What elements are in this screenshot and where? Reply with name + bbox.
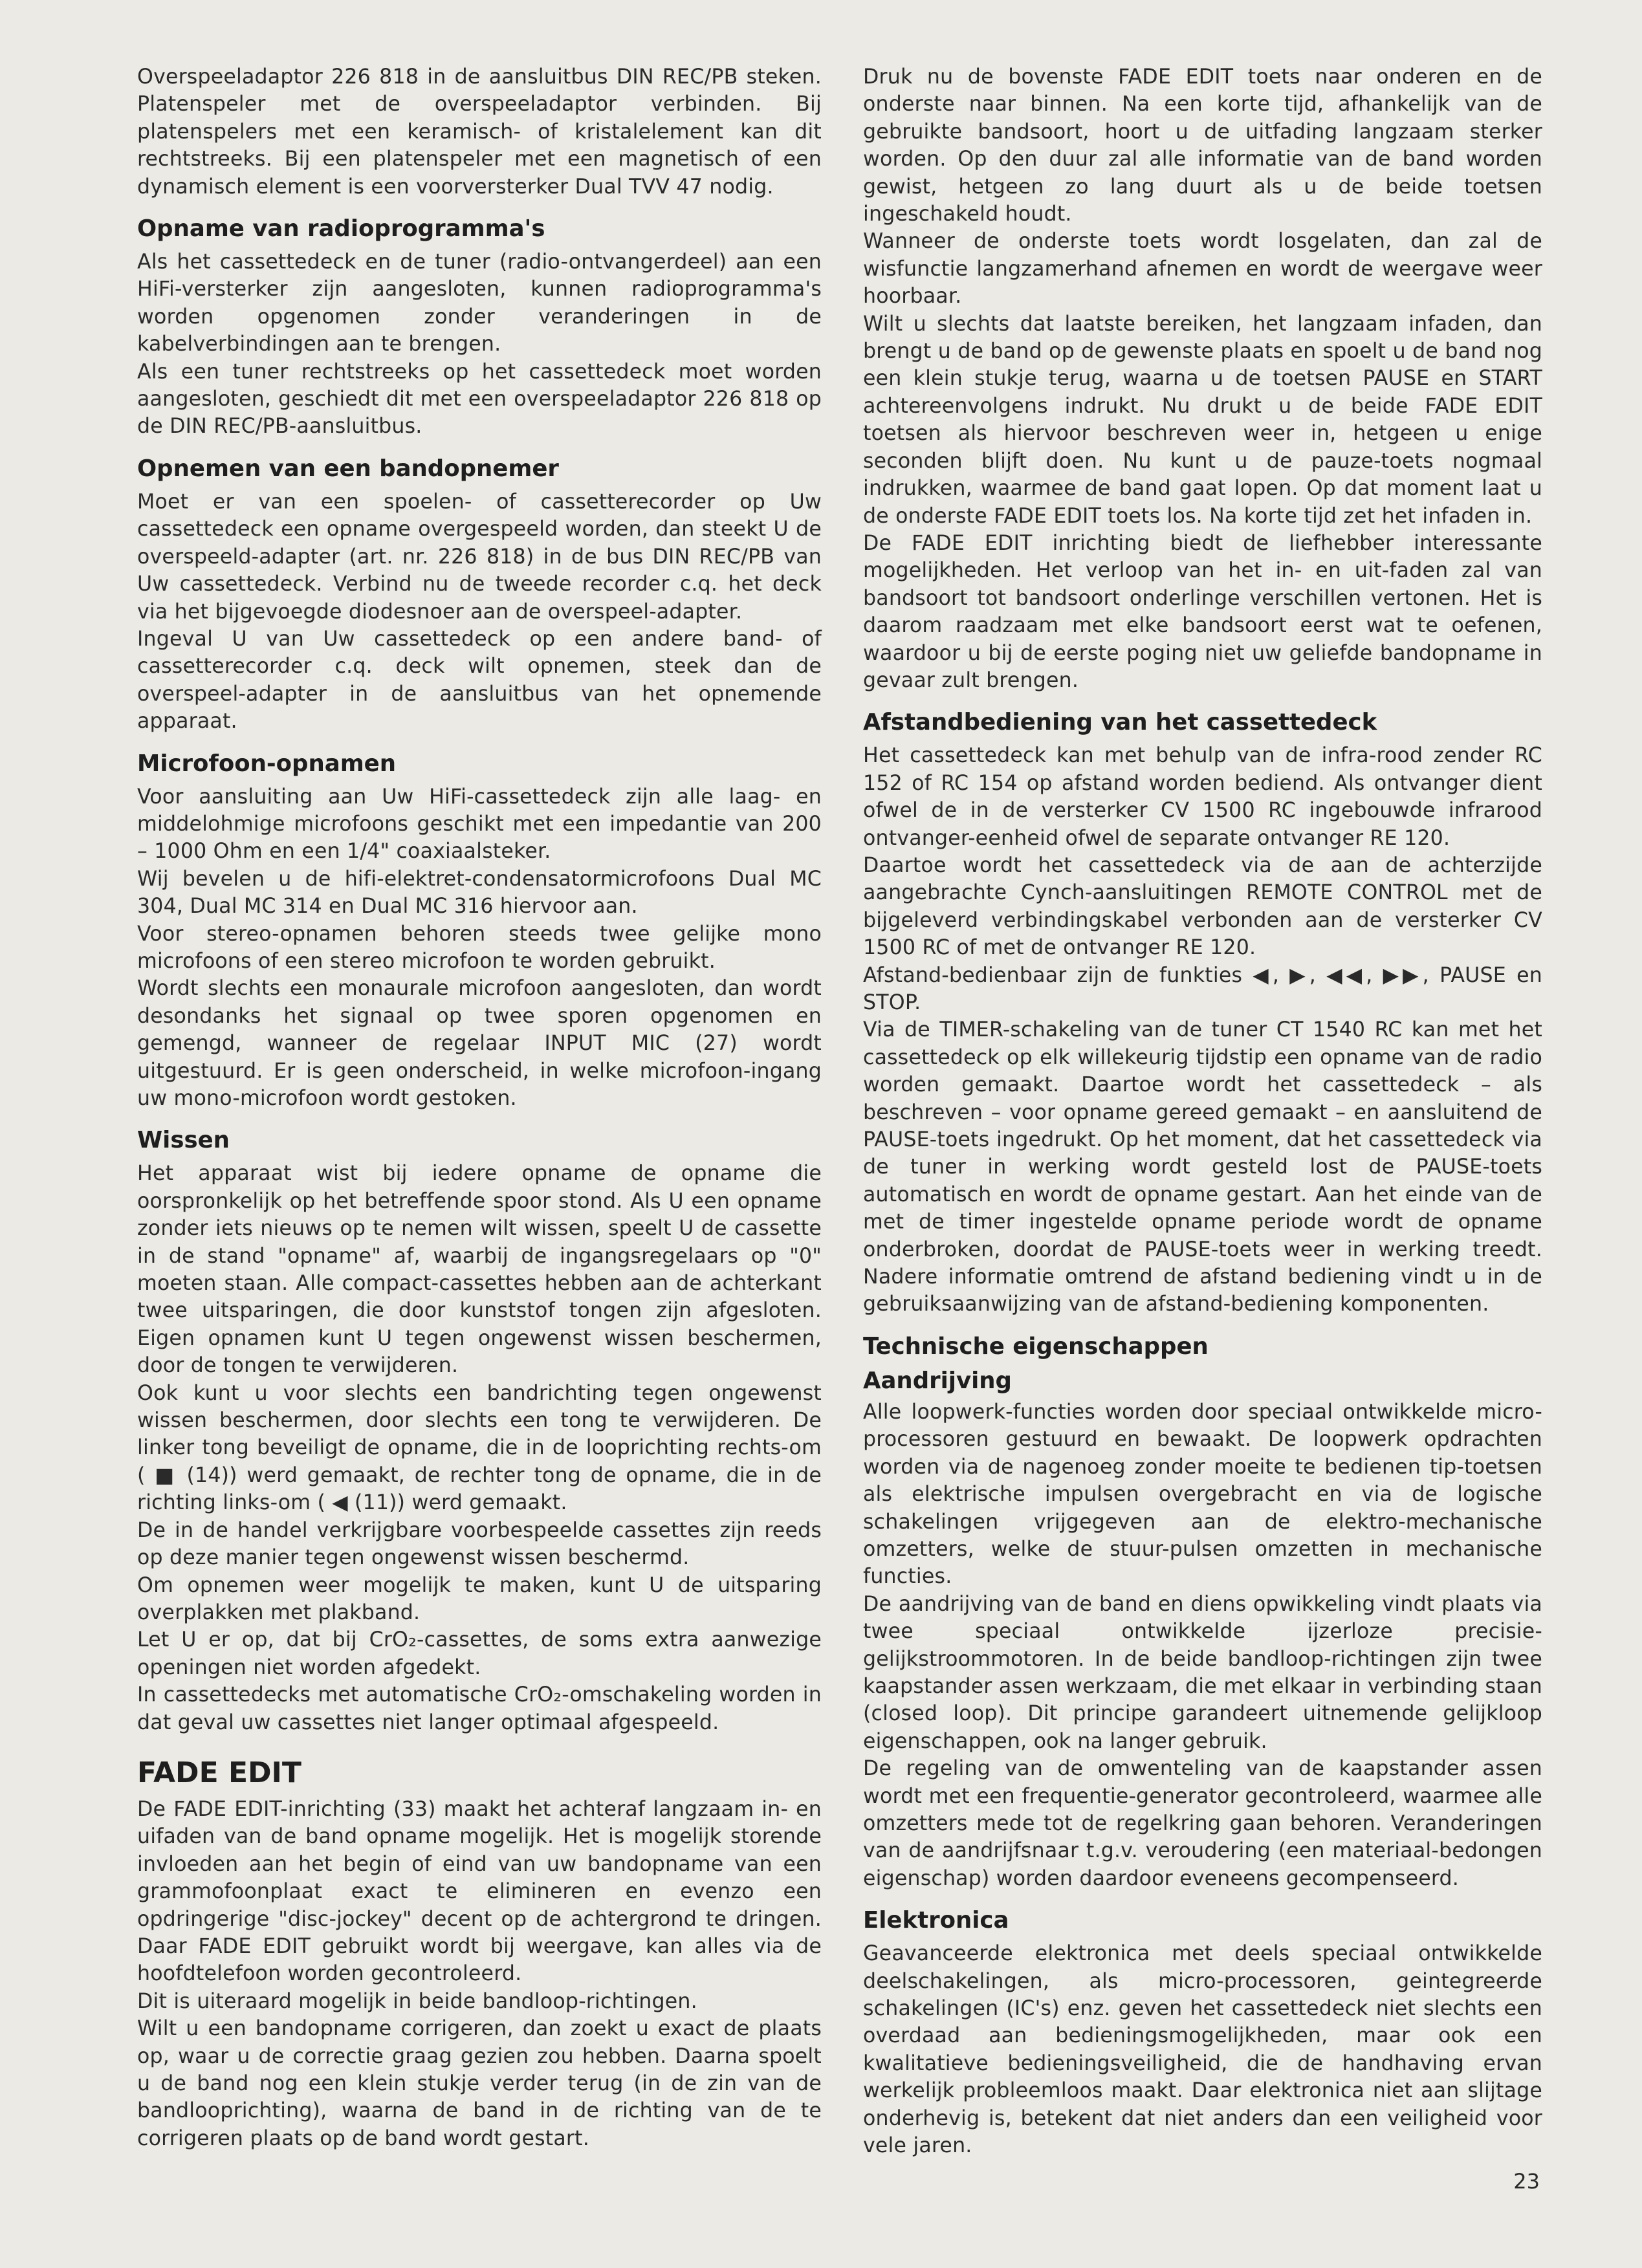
- paragraph: Wanneer de onderste toets wordt losgelaten, dan zal de wisfunctie langzamerhand afnemen en wordt de weergave weer hoorbaar.: [863, 230, 1542, 309]
- section-fade-edit: [137, 1754, 822, 2152]
- paragraph: Wilt u slechts dat laatste bereiken, het langzaam infaden, dan brengt u de band op de gewenste plaats en spoelt u de band nog een klein stukje terug, waarna u de toetsen PAUSE en START achtereenvolgens indrukt. Nu drukt u de beide FADE EDIT toetsen als hiervoor beschreven weer in, hetgeen u enige seconden blijft doen. Nu kunt u de pauze-toets nogmaal indrukken, waarmee de band gaat lopen. Op dat moment laat u de onderste FADE EDIT toets los. Na korte tijd zet het infaden in.: [863, 312, 1542, 528]
- paragraph: Dit is uiteraard mogelijk in beide bandloop-richtingen.: [137, 1989, 697, 2013]
- paragraph: Als het cassettedeck en de tuner (radio-ontvangerdeel) aan een HiFi-versterker zijn aangesloten, kunnen radioprogramma's worden opgenomen zonder veranderingen in de kabelverbindingen aan te brengen.: [137, 250, 822, 356]
- paragraph: Geavanceerde elektronica met deels speciaal ontwikkelde deelschakelingen, als micro-processoren, geintegreerde schakelingen (IC's) enz. geven het cassettedeck niet slechts een overdaad aan bedieningsmogelijkheden, maar ook een kwalitatieve bedieningsveiligheid, die de handhaving ervan werkelijk probleemloos maakt. Daar elektronica niet aan slijtage onderhevig is, betekent dat niet anders dan een veiligheid voor vele jaren.: [863, 1942, 1542, 2158]
- paragraph: Ingeval U van Uw cassettedeck op een andere band- of cassetterecorder c.q. deck wilt opnemen, steek dan de overspeel-adapter in de aansluitbus van het opnemende apparaat.: [137, 627, 822, 734]
- section-heading: Afstandbediening van het cassettedeck: [863, 709, 1377, 736]
- paragraph: Wilt u een bandopname corrigeren, dan zoekt u exact de plaats op, waar u de correctie graag gezien zou hebben. Daarna spoelt u de band nog een klein stukje verder terug (in de zin van de bandlooprichting), waarna de band in de richting van de te corrigeren plaats op de band wordt gestart.: [137, 2017, 822, 2150]
- section-heading: Technische eigenschappen: [863, 1333, 1209, 1360]
- section-continued: [137, 63, 822, 201]
- paragraph: De FADE EDIT-inrichting (33) maakt het achteraf langzaam in- en uifaden van de band opname mogelijk. Het is mogelijk storende invloeden aan het begin of eind van uw bandopname van een grammofoonplaat exact te elimineren en evenzo een opdringerige "disc-jockey" decent op de achtergrond te dringen. Daar FADE EDIT gebruikt wordt bij weergave, kan alles via de hoofdtelefoon worden gecontroleerd.: [137, 1797, 822, 1986]
- paragraph: Druk nu de bovenste FADE EDIT toets naar onderen en de onderste naar binnen. Na een korte tijd, afhankelijk van de gebruikte bandsoort, hoort u de uitfading langzaam sterker worden. Op den duur zal alle informatie van de band worden gewist, hetgeen zo lang duurt als u de beide toetsen ingeschakeld houdt.: [863, 65, 1542, 226]
- paragraph: Het cassettedeck kan met behulp van de infra-rood zender RC 152 of RC 154 op afstand worden bediend. Als ontvanger dient ofwel de in de versterker CV 1500 RC ingebouwde infrarood ontvanger-eenheid ofwel de separate ontvanger RE 120.: [863, 744, 1542, 850]
- paragraph: Let U er op, dat bij CrO₂-cassettes, de soms extra aanwezige openingen niet worden afgedekt.: [137, 1628, 822, 1679]
- section-heading: Opnemen van een bandopnemer: [137, 455, 559, 482]
- paragraph: Om opnemen weer mogelijk te maken, kunt U de uitsparing overplakken met plakband.: [137, 1573, 822, 1624]
- paragraph: Voor stereo-opnamen behoren steeds twee gelijke mono microfoons of een stereo microfoon te worden gebruikt.: [137, 922, 822, 973]
- section-heading: Opname van radioprogramma's: [137, 215, 545, 243]
- section-opname-van-radioprogramma-s: [137, 213, 822, 441]
- paragraph: Daartoe wordt het cassettedeck via de aan de achterzijde aangebrachte Cynch-aansluitingen REMOTE CONTROL met de bijgeleverd verbindingskabel verbonden aan de versterker CV 1500 RC of met de ontvanger RE 120.: [863, 853, 1542, 960]
- section-subheading: Aandrijving: [863, 1367, 1012, 1394]
- page-number: 23: [1513, 2169, 1540, 2194]
- section-heading: FADE EDIT: [137, 1756, 301, 1789]
- paragraph: De FADE EDIT inrichting biedt de liefhebber interessante mogelijkheden. Het verloop van het in- en uit-faden zal van bandsoort tot bandsoort onderlinge verschillen vertonen. Het is daarom raadzaam met elke bandsoort eerst wat te oefenen, waardoor u bij de eerste poging niet uw geliefde bandopname in gevaar zult brengen.: [863, 531, 1542, 692]
- paragraph: Voor aansluiting aan Uw HiFi-cassettedeck zijn alle laag- en middelohmige microfoons geschikt met een impedantie van 200 – 1000 Ohm en een 1/4" coaxiaalsteker.: [137, 785, 822, 864]
- right-column: [863, 63, 1542, 2163]
- section-heading: Microfoon-opnamen: [137, 750, 397, 777]
- paragraph: Via de TIMER-schakeling van de tuner CT 1540 RC kan met het cassettedeck op elk willekeurig tijdstip een opname van de radio worden gemaakt. Daartoe wordt het cassettedeck – als beschreven – voor opname gereed gemaakt – en aansluitend de PAUSE-toets ingedrukt. Op het moment, dat het cassettedeck via de tuner in werking wordt gesteld lost de PAUSE-toets automatisch en wordt de opname gestart. Aan het einde van de met de timer ingestelde opname periode wordt de opname onderbroken, doordat de PAUSE-toets weer in werking treedt. Nadere informatie omtrend de afstand bediening vindt u in de gebruiksaanwijzing van de afstand-bediening komponenten.: [863, 1018, 1542, 1316]
- paragraph: Wij bevelen u de hifi-elektret-condensatormicrofoons Dual MC 304, Dual MC 314 en Dual MC 316 hiervoor aan.: [137, 867, 822, 919]
- section-microfoon-opnamen: [137, 748, 822, 1113]
- section-heading: Wissen: [137, 1127, 230, 1154]
- paragraph: De regeling van de omwenteling van de kaapstander assen wordt met een frequentie-generator gecontroleerd, waarmee alle omzetters mede tot de regelkring gaan behoren. Veranderingen van de aandrijfsnaar t.g.v. veroudering (een materiaal-bedongen eigenschap) worden daardoor eveneens gecompenseerd.: [863, 1757, 1542, 1890]
- paragraph: De in de handel verkrijgbare voorbespeelde cassettes zijn reeds op deze manier tegen ongewenst wissen beschermd.: [137, 1518, 822, 1570]
- section-technische-eigenschappen: [863, 1331, 1542, 1892]
- left-column: [137, 63, 822, 2156]
- section-wissen: [137, 1125, 822, 1736]
- paragraph: Wordt slechts een monaurale microfoon aangesloten, dan wordt desondanks het signaal op twee sporen opgenomen en gemengd, wanneer de regelaar INPUT MIC (27) wordt uitgestuurd. Er is geen onderscheid, in welke microfoon-ingang uw mono-microfoon wordt gestoken.: [137, 977, 822, 1110]
- section-heading: Elektronica: [863, 1907, 1009, 1934]
- paragraph: Ook kunt u voor slechts een bandrichting tegen ongewenst wissen beschermen, door slechts een tong te verwijderen. De linker tong beveiligt de opname, die in de looprichting rechts-om ( ■ (14)) werd gemaakt, de rechter tong de opname, die in de richting links-om ( ◀ (11)) werd gemaakt.: [137, 1381, 822, 1515]
- section-afstandbediening-van-het-cassettedeck: [863, 707, 1542, 1318]
- paragraph: Als een tuner rechtstreeks op het cassettedeck moet worden aangesloten, geschiedt dit met een overspeeladaptor 226 818 op de DIN REC/PB-aansluitbus.: [137, 360, 822, 439]
- paragraph: De aandrijving van de band en diens opwikkeling vindt plaats via twee speciaal ontwikkelde ijzerloze precisie-gelijkstroommotoren. In de beide bandloop-richtingen zijn twee kaapstander assen werkzaam, die met elkaar in verbinding staan (closed loop). Dit principe garandeert uitnemende gelijkloop eigenschappen, ook na langer gebruik.: [863, 1592, 1542, 1753]
- paragraph: Het apparaat wist bij iedere opname de opname die oorspronkelijk op het betreffende spoor stond. Als U een opname zonder iets nieuws op te nemen wilt wissen, speelt U de cassette in de stand "opname" af, waarbij de ingangsregelaars op "0" moeten staan. Alle compact-cassettes hebben aan de achterkant twee uitsparingen, die door kunststof tongen zijn afgesloten. Eigen opnamen kunt U tegen ongewenst wissen beschermen, door de tongen te verwijderen.: [137, 1162, 822, 1378]
- paragraph: Alle loopwerk-functies worden door speciaal ontwikkelde micro-processoren gestuurd en bewaakt. De loopwerk opdrachten worden via de nagenoeg zonder moeite te bedienen tip-toetsen als elektrische impulsen overgebracht en via de logische schakelingen vrijgegeven aan de elektro-mechanische omzetters, welke de stuur-pulsen omzetten in mechanische functies.: [863, 1400, 1542, 1589]
- section-elektronica: [863, 1905, 1542, 2159]
- paragraph: In cassettedecks met automatische CrO₂-omschakeling worden in dat geval uw cassettes niet langer optimaal afgespeeld.: [137, 1683, 822, 1734]
- section-continued: [863, 63, 1542, 694]
- section-opnemen-van-een-bandopnemer: [137, 453, 822, 736]
- paragraph: Moet er van een spoelen- of cassetterecorder op Uw cassettedeck een opname overgespeeld worden, dan steekt U de overspeeld-adapter (art. nr. 226 818) in de bus DIN REC/PB van Uw cassettedeck. Verbind nu de tweede recorder c.q. het deck via het bijgevoegde diodesnoer aan de overspeel-adapter.: [137, 490, 822, 624]
- paragraph: Overspeeladaptor 226 818 in de aansluitbus DIN REC/PB steken. Platenspeler met de overspeeladaptor verbinden. Bij platenspelers met een keramisch- of kristalelement kan dit rechtstreeks. Bij een platenspeler met een magnetisch of een dynamisch element is een voorversterker Dual TVV 47 nodig.: [137, 65, 822, 199]
- paragraph: Afstand-bedienbaar zijn de funkties ◀, ▶, ◀◀, ▶▶, PAUSE en STOP.: [863, 963, 1542, 1014]
